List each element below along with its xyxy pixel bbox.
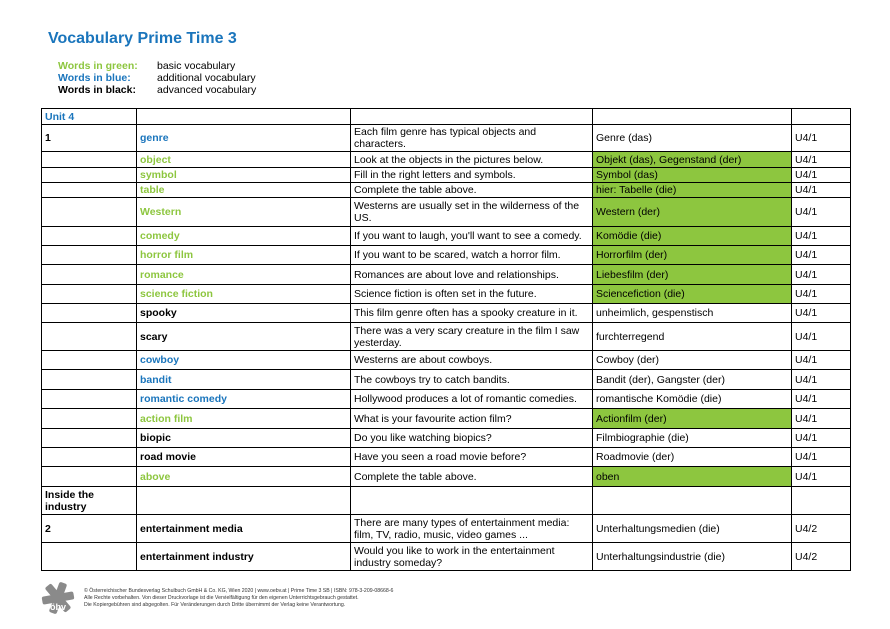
table-row xyxy=(42,448,851,467)
example-cell: This film genre often has a spooky creature in it. xyxy=(351,304,593,323)
table-row xyxy=(42,285,851,304)
example-cell: Complete the table above. xyxy=(351,183,593,198)
translation-cell: Actionfilm (der) xyxy=(593,409,792,429)
legend-desc-black: advanced vocabulary xyxy=(157,84,257,96)
section-cell xyxy=(42,370,137,390)
reference-cell: U4/1 xyxy=(792,323,851,351)
table-row xyxy=(42,409,851,429)
word-cell: road movie xyxy=(137,448,351,467)
word-cell: above xyxy=(137,467,351,487)
section-cell xyxy=(42,168,137,183)
word-cell: biopic xyxy=(137,429,351,448)
reference-cell: U4/1 xyxy=(792,246,851,265)
reference-cell: U4/1 xyxy=(792,351,851,370)
translation-cell: Horrorfilm (der) xyxy=(593,246,792,265)
reference-cell: U4/1 xyxy=(792,304,851,323)
example-cell: What is your favourite action film? xyxy=(351,409,593,429)
example-cell: Would you like to work in the entertainment industry someday? xyxy=(351,543,593,571)
section-cell: 1 xyxy=(42,125,137,152)
section-cell xyxy=(42,152,137,168)
reference-cell: U4/1 xyxy=(792,448,851,467)
table-row xyxy=(42,304,851,323)
example-cell: Westerns are about cowboys. xyxy=(351,351,593,370)
section-cell xyxy=(42,183,137,198)
reference-cell: U4/1 xyxy=(792,198,851,227)
word-cell: romance xyxy=(137,265,351,285)
word-cell: romantic comedy xyxy=(137,390,351,409)
reference-cell: U4/1 xyxy=(792,265,851,285)
reference-cell: U4/1 xyxy=(792,390,851,409)
legend xyxy=(58,60,256,96)
example-cell: If you want to be scared, watch a horror film. xyxy=(351,246,593,265)
reference-cell: U4/1 xyxy=(792,467,851,487)
section-cell xyxy=(42,323,137,351)
section-cell: Inside the industry xyxy=(42,487,137,515)
word-cell: object xyxy=(137,152,351,168)
unit-header: Unit 4 xyxy=(42,109,137,125)
section-cell xyxy=(42,227,137,246)
example-cell: Science fiction is often set in the future. xyxy=(351,285,593,304)
translation-cell: Filmbiographie (die) xyxy=(593,429,792,448)
example-cell: If you want to laugh, you'll want to see a comedy. xyxy=(351,227,593,246)
translation-cell: romantische Komödie (die) xyxy=(593,390,792,409)
legend-label-black: Words in black: xyxy=(58,84,136,96)
table-row xyxy=(42,198,851,227)
word-cell: bandit xyxy=(137,370,351,390)
table-row xyxy=(42,323,851,351)
example-cell: Fill in the right letters and symbols. xyxy=(351,168,593,183)
table-row xyxy=(42,152,851,168)
translation-cell: Komödie (die) xyxy=(593,227,792,246)
example-cell: Westerns are usually set in the wilderness of the US. xyxy=(351,198,593,227)
table-row xyxy=(42,467,851,487)
reference-cell: U4/1 xyxy=(792,125,851,152)
vocabulary-table-body xyxy=(42,109,851,571)
legend-label-green: Words in green: xyxy=(58,60,138,72)
translation-cell: Bandit (der), Gangster (der) xyxy=(593,370,792,390)
example-cell: Do you like watching biopics? xyxy=(351,429,593,448)
word-cell: table xyxy=(137,183,351,198)
table-row xyxy=(42,227,851,246)
word-cell: symbol xyxy=(137,168,351,183)
translation-cell: Sciencefiction (die) xyxy=(593,285,792,304)
table-row xyxy=(42,370,851,390)
section-cell xyxy=(42,390,137,409)
example-cell: Have you seen a road movie before? xyxy=(351,448,593,467)
legend-row-green xyxy=(58,60,256,72)
translation-cell: Unterhaltungsmedien (die) xyxy=(593,515,792,543)
translation-cell: hier: Tabelle (die) xyxy=(593,183,792,198)
section-cell xyxy=(42,448,137,467)
table-row xyxy=(42,265,851,285)
empty-cell xyxy=(792,109,851,125)
translation-cell xyxy=(593,487,792,515)
translation-cell: furchterregend xyxy=(593,323,792,351)
word-cell: comedy xyxy=(137,227,351,246)
table-row xyxy=(42,390,851,409)
word-cell: action film xyxy=(137,409,351,429)
word-cell: spooky xyxy=(137,304,351,323)
vocabulary-table xyxy=(41,108,851,571)
reference-cell: U4/1 xyxy=(792,152,851,168)
table-row xyxy=(42,515,851,543)
example-cell: Hollywood produces a lot of romantic comedies. xyxy=(351,390,593,409)
section-cell xyxy=(42,285,137,304)
section-cell: 2 xyxy=(42,515,137,543)
table-row xyxy=(42,183,851,198)
translation-cell: Symbol (das) xyxy=(593,168,792,183)
word-cell: Western xyxy=(137,198,351,227)
example-cell: The cowboys try to catch bandits. xyxy=(351,370,593,390)
section-cell xyxy=(42,304,137,323)
word-cell: science fiction xyxy=(137,285,351,304)
legend-desc-green: basic vocabulary xyxy=(157,60,236,72)
footer-line: Alle Rechte vorbehalten. Von dieser Druckvorlage ist die Vervielfältigung für den eigenen Unterrichtsgebrauch gestattet. xyxy=(84,595,359,601)
footer-line: © Österreichischer Bundesverlag Schulbuch GmbH & Co. KG, Wien 2020 | www.oebv.at | Prime Time 3 SB | ISBN: 978-3-209-08668-6 xyxy=(84,588,394,594)
reference-cell: U4/1 xyxy=(792,370,851,390)
example-cell: Complete the table above. xyxy=(351,467,593,487)
translation-cell: Genre (das) xyxy=(593,125,792,152)
reference-cell: U4/1 xyxy=(792,285,851,304)
table-row xyxy=(42,125,851,152)
section-cell xyxy=(42,246,137,265)
translation-cell: oben xyxy=(593,467,792,487)
word-cell: horror film xyxy=(137,246,351,265)
translation-cell: Roadmovie (der) xyxy=(593,448,792,467)
translation-cell: Cowboy (der) xyxy=(593,351,792,370)
example-cell: Each film genre has typical objects and characters. xyxy=(351,125,593,152)
table-row xyxy=(42,246,851,265)
section-cell xyxy=(42,198,137,227)
legend-row-black xyxy=(58,84,256,96)
section-cell xyxy=(42,409,137,429)
legend-row-blue xyxy=(58,72,256,84)
translation-cell: Unterhaltungsindustrie (die) xyxy=(593,543,792,571)
example-cell: There are many types of entertainment media: film, TV, radio, music, video games ... xyxy=(351,515,593,543)
logo-text: öbv xyxy=(49,602,67,612)
legend-label-blue: Words in blue: xyxy=(58,72,131,84)
reference-cell: U4/1 xyxy=(792,409,851,429)
reference-cell: U4/1 xyxy=(792,183,851,198)
word-cell: entertainment media xyxy=(137,515,351,543)
reference-cell: U4/2 xyxy=(792,543,851,571)
footer-line: Die Kopiergebühren sind abgegolten. Für Veränderungen durch Dritte übernimmt der Verlag keine Verantwortung. xyxy=(84,602,346,608)
empty-cell xyxy=(593,109,792,125)
table-row xyxy=(42,543,851,571)
word-cell: entertainment industry xyxy=(137,543,351,571)
word-cell xyxy=(137,487,351,515)
word-cell: genre xyxy=(137,125,351,152)
reference-cell: U4/1 xyxy=(792,429,851,448)
reference-cell: U4/1 xyxy=(792,168,851,183)
translation-cell: Western (der) xyxy=(593,198,792,227)
legend-desc-blue: additional vocabulary xyxy=(157,72,256,84)
section-cell xyxy=(42,429,137,448)
oebv-logo xyxy=(40,580,76,616)
section-cell xyxy=(42,467,137,487)
translation-cell: Liebesfilm (der) xyxy=(593,265,792,285)
example-cell: There was a very scary creature in the film I saw yesterday. xyxy=(351,323,593,351)
table-row xyxy=(42,429,851,448)
section-cell xyxy=(42,351,137,370)
table-row xyxy=(42,168,851,183)
example-cell: Look at the objects in the pictures below. xyxy=(351,152,593,168)
word-cell: cowboy xyxy=(137,351,351,370)
empty-cell xyxy=(351,109,593,125)
example-cell xyxy=(351,487,593,515)
example-cell: Romances are about love and relationships. xyxy=(351,265,593,285)
reference-cell: U4/2 xyxy=(792,515,851,543)
reference-cell: U4/1 xyxy=(792,227,851,246)
unit-header-row xyxy=(42,109,851,125)
reference-cell xyxy=(792,487,851,515)
page-title: Vocabulary Prime Time 3 xyxy=(48,30,237,47)
table-row xyxy=(42,351,851,370)
translation-cell: unheimlich, gespenstisch xyxy=(593,304,792,323)
translation-cell: Objekt (das), Gegenstand (der) xyxy=(593,152,792,168)
section-cell xyxy=(42,543,137,571)
word-cell: scary xyxy=(137,323,351,351)
empty-cell xyxy=(137,109,351,125)
footer xyxy=(84,588,393,609)
table-row xyxy=(42,487,851,515)
section-cell xyxy=(42,265,137,285)
